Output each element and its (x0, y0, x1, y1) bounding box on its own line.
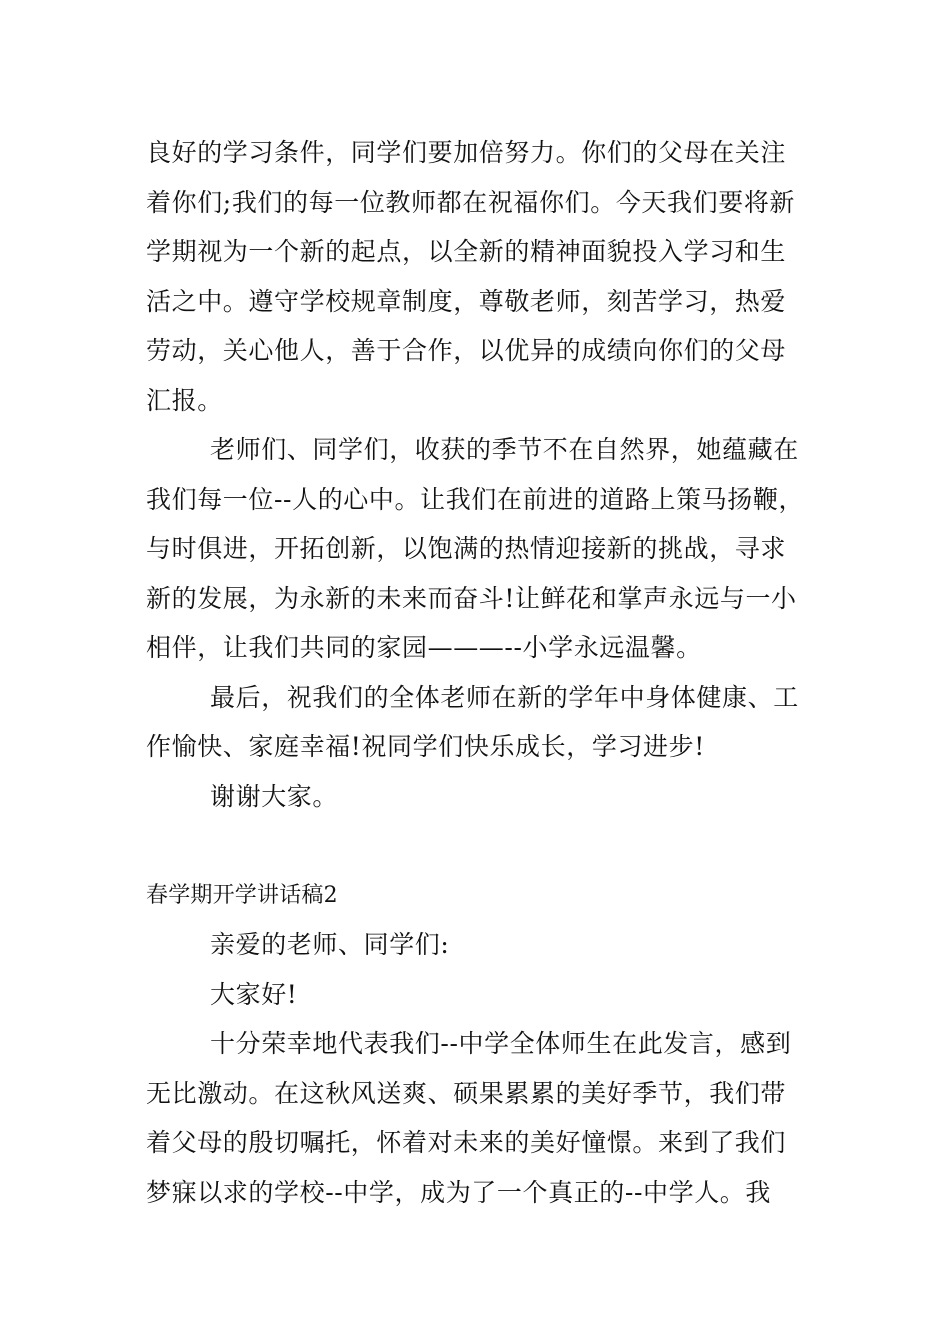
greeting-line: 大家好! (210, 979, 298, 1009)
paragraph-line: 新的发展，为永新的未来而奋斗!让鲜花和掌声永远与一小 (146, 583, 797, 613)
paragraph-line: 与时俱进，开拓创新，以饱满的热情迎接新的挑战，寻求 (146, 534, 787, 563)
section-gap (146, 821, 826, 871)
paragraph-line: 我们每一位--人的心中。让我们在前进的道路上策马扬鞭， (146, 484, 805, 514)
paragraph-line: 梦寐以求的学校--中学，成为了一个真正的--中学人。我 (146, 1177, 771, 1207)
paragraph-line: 谢谢大家。 (210, 781, 339, 811)
salutation-line: 亲爱的老师、同学们: (210, 930, 450, 959)
paragraph-line: 学期视为一个新的起点，以全新的精神面貌投入学习和生 (146, 237, 787, 266)
paragraph-line: 十分荣幸地代表我们--中学全体师生在此发言，感到 (210, 1029, 792, 1058)
paragraph-line: 活之中。遵守学校规章制度，尊敬老师，刻苦学习，热爱 (146, 286, 787, 316)
section-heading: 春学期开学讲话稿2 (146, 882, 338, 908)
paragraph-line: 劳动，关心他人，善于合作，以优异的成绩向你们的父母 (146, 336, 787, 365)
paragraph-line: 汇报。 (146, 385, 223, 415)
paragraph-line: 着你们;我们的每一位教师都在祝福你们。今天我们要将新 (146, 187, 796, 217)
document-body (146, 128, 826, 1217)
paragraph-line: 老师们、同学们，收获的季节不在自然界，她蕴藏在 (210, 435, 799, 464)
paragraph-line: 着父母的殷切嘱托，怀着对未来的美好憧憬。来到了我们 (146, 1128, 787, 1157)
paragraph-line: 相伴，让我们共同的家园———--小学永远温馨。 (146, 633, 702, 662)
paragraph-line: 作愉快、家庭幸福!祝同学们快乐成长，学习进步! (146, 732, 705, 761)
paragraph-line: 无比激动。在这秋风送爽、硕果累累的美好季节，我们带 (146, 1078, 787, 1108)
paragraph-line: 良好的学习条件，同学们要加倍努力。你们的父母在关注 (146, 138, 787, 167)
paragraph-line: 最后，祝我们的全体老师在新的学年中身体健康、工 (210, 682, 799, 712)
